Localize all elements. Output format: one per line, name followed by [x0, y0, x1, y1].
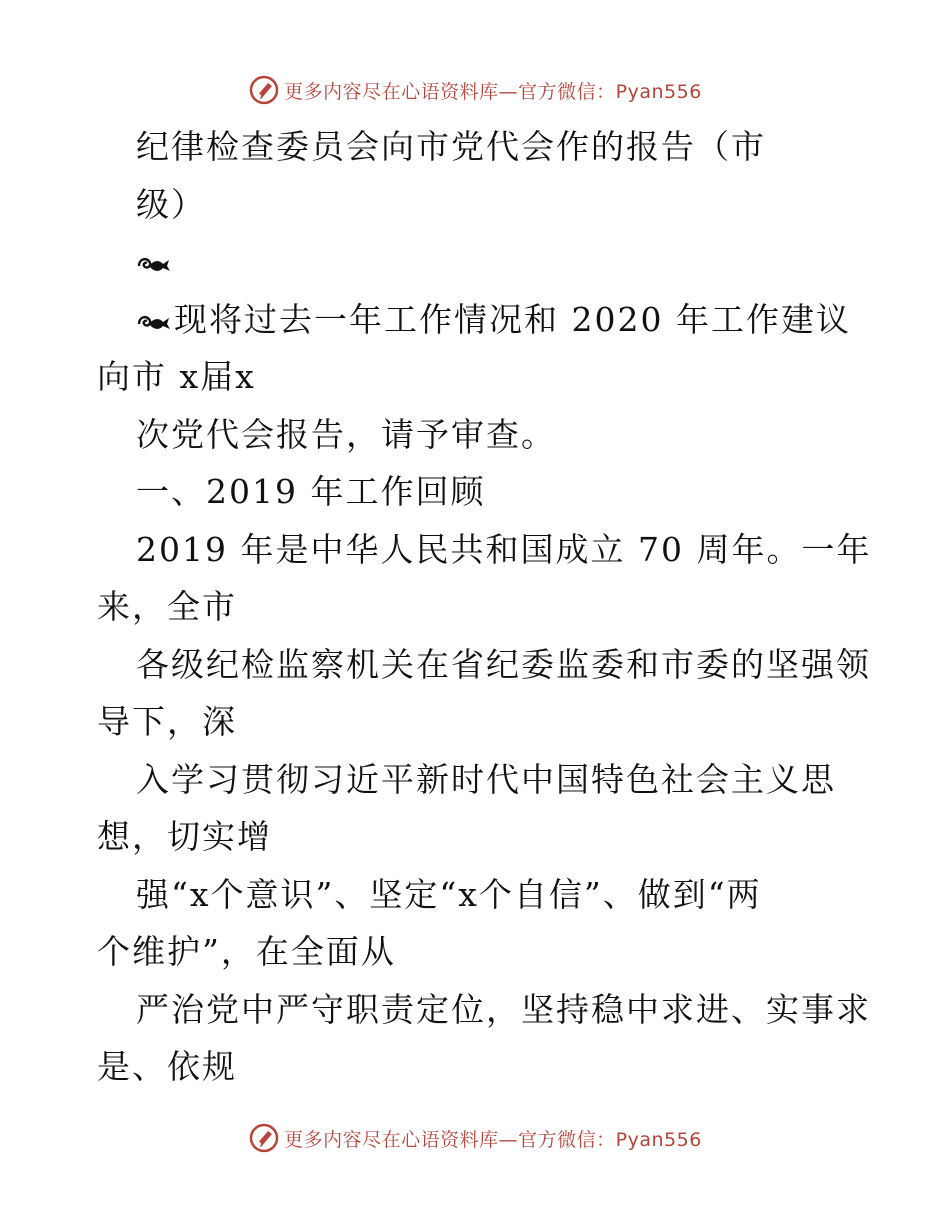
fleuron-ornament-icon [136, 310, 172, 334]
paragraph-line [0, 638, 871, 692]
line-text: 现将过去一年工作情况和 2020 年工作建议 [174, 299, 851, 339]
line-text: 次党代会报告，请予审查。 [136, 414, 556, 454]
paragraph-line [0, 810, 272, 864]
paragraph-line [0, 408, 556, 462]
line-text: 严治党中严守职责定位，坚持稳中求进、实事求 [136, 989, 871, 1029]
pen-seal-icon [248, 1122, 280, 1154]
footer-banner [0, 1118, 950, 1158]
line-text: 导下，深 [97, 702, 237, 741]
line-text: 一、2019 年工作回顾 [136, 472, 486, 511]
paragraph-line [0, 1040, 237, 1094]
line-text: 强“x个意识”、坚定“x个自信”、做到“两 [136, 874, 762, 914]
paragraph-line [0, 465, 485, 519]
banner-text: 更多内容尽在心语资料库—官方微信：Pyan556 [284, 80, 702, 103]
paragraph-line [0, 120, 766, 174]
paragraph-line [0, 580, 237, 634]
paragraph-line [0, 178, 206, 232]
paragraph-line [0, 868, 762, 922]
paragraph-line [0, 350, 256, 404]
line-text: 想，切实增 [97, 817, 272, 856]
pen-seal-icon [248, 74, 280, 106]
line-text: 各级纪检监察机关在省纪委监委和市委的坚强领 [136, 644, 871, 684]
fleuron-ornament-icon [136, 252, 172, 276]
line-text: 个维护”，在全面从 [97, 932, 396, 971]
line-text: 级） [136, 184, 206, 224]
paragraph-line [0, 235, 174, 289]
paragraph-line [0, 293, 851, 347]
paragraph-line [0, 983, 871, 1037]
banner-text: 更多内容尽在心语资料库—官方微信：Pyan556 [284, 1128, 702, 1151]
header-banner [0, 70, 950, 110]
line-text: 纪律检查委员会向市党代会作的报告（市 [136, 127, 766, 166]
paragraph-line [0, 753, 836, 807]
line-text: 2019 年是中华人民共和国成立 70 周年。一年 [136, 529, 872, 569]
line-text: 是、依规 [97, 1047, 237, 1086]
line-text: 向市 x届x [97, 357, 256, 396]
paragraph-line [0, 523, 871, 577]
line-text: 入学习贯彻习近平新时代中国特色社会主义思 [136, 759, 836, 799]
paragraph-line [0, 925, 396, 979]
line-text: 来，全市 [97, 587, 237, 626]
paragraph-line [0, 695, 237, 749]
